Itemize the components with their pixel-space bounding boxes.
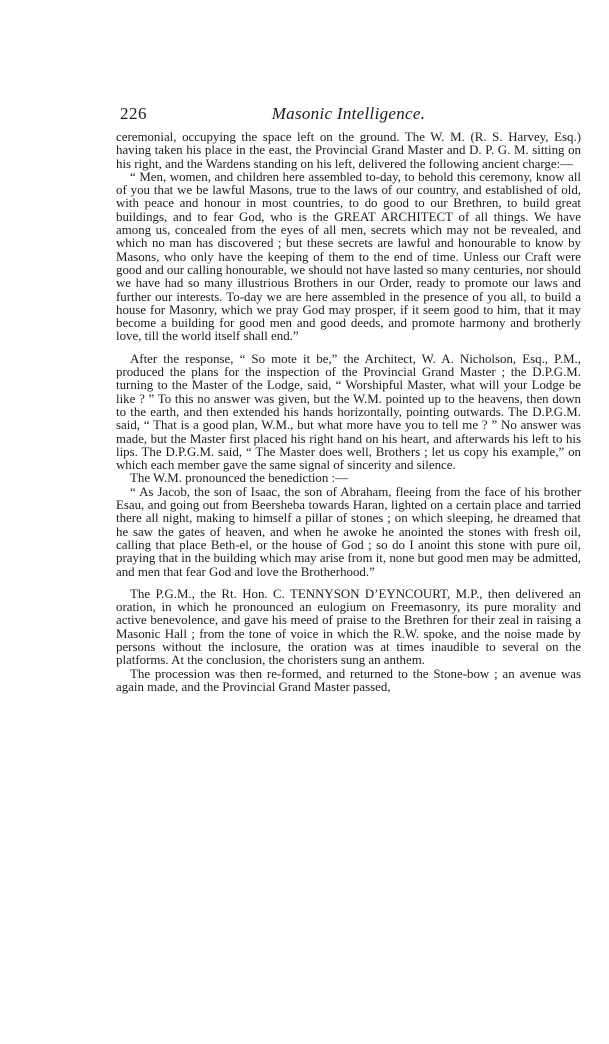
paragraph-oration: The P.G.M., the Rt. Hon. C. TENNYSON D’EYNCOURT, M.P., then delivered an oration, in which he pronounced an eulogium on Freemasonry, its pure morality and active benevolence, and gave his meed of praise to the Brethren for their zeal in raising a Masonic Hall ; from the tone of voice in which the R.W. spoke, and the noise made by persons without the inclosure, the oration was at times inaudible to several on the platforms. At the conclusion, the choristers sung an anthem. — [116, 586, 581, 668]
page-number: 226 — [120, 104, 147, 123]
page-body — [116, 131, 581, 694]
paragraph-ancient-charge: “ Men, women, and children here assembled to-day, to behold this ceremony, know all of you that we be lawful Masons, true to the laws of our country, and established of old, with peace and honour in most countries, to do good to our Brethren, to build great buildings, and to fear God, who is the GREAT ARCHITECT of all things. We have among us, concealed from the eyes of all men, secrets which may not be revealed, and which no man has discovered ; but these secrets are lawful and honourable to know by Masons, who only have the keeping of them to the end of time. Unless our Craft were good and our calling honourable, we should not have lasted so many centuries, nor should we have had so many illustrious Brothers in our Order, ready to promote our laws and further our interests. To-day we are here assembled in the presence of you all, to build a house for Masonry, which we pray God may prosper, if it seem good to him, that it may become a building for good men and good deeds, and promote harmony and brotherly love, till the world itself shall end.” — [116, 169, 581, 344]
paragraph-benediction: “ As Jacob, the son of Isaac, the son of Abraham, fleeing from the face of his brother Esau, and going out from Beersheba towards Haran, lighted on a certain place and tarried there all night, making to himself a pillar of stones ; on which sleeping, he dreamed that he saw the gates of heaven, and when he awoke he anointed the stones with fresh oil, calling that place Beth-el, or the house of God ; so do I anoint this stone with pure oil, praying that in the building which may arise from it, none but good men may be admitted, and men that fear God and love the Brotherhood.” — [116, 484, 581, 579]
paragraph-procession: The procession was then re-formed, and returned to the Stone-bow ; an avenue was again made, and the Provincial Grand Master passed, — [116, 666, 581, 694]
paragraph-plans: After the response, “ So mote it be,” the Architect, W. A. Nicholson, Esq., P.M., produced the plans for the inspection of the Provincial Grand Master ; the D.P.G.M. turning to the Master of the Lodge, said, “ Worshipful Master, what will your Lodge be like ? ” To this no answer was given, but the W.M. pointed up to the heavens, then down to the earth, and then extended his hands horizontally, pointing outwards. The D.P.G.M. said, “ That is a good plan, W.M., but what more have you to tell me ? ” No answer was made, but the Master first placed his right hand on his heart, and afterwards his left to his lips. The D.P.G.M. said, “ The Master does well, Brothers ; let us copy his example,” on which each member gave the same signal of sincerity and silence. — [116, 351, 581, 473]
page-header — [116, 104, 581, 126]
paragraph-ceremonial: ceremonial, occupying the space left on the ground. The W. M. (R. S. Harvey, Esq.) having taken his place in the east, the Provincial Grand Master and D. P. G. M. sitting on his right, and the Wardens standing on his left, delivered the following ancient charge:— — [116, 130, 581, 171]
paragraph-benediction-intro: The W.M. pronounced the benediction :— — [130, 471, 349, 486]
running-title: Masonic Intelligence. — [271, 104, 426, 123]
